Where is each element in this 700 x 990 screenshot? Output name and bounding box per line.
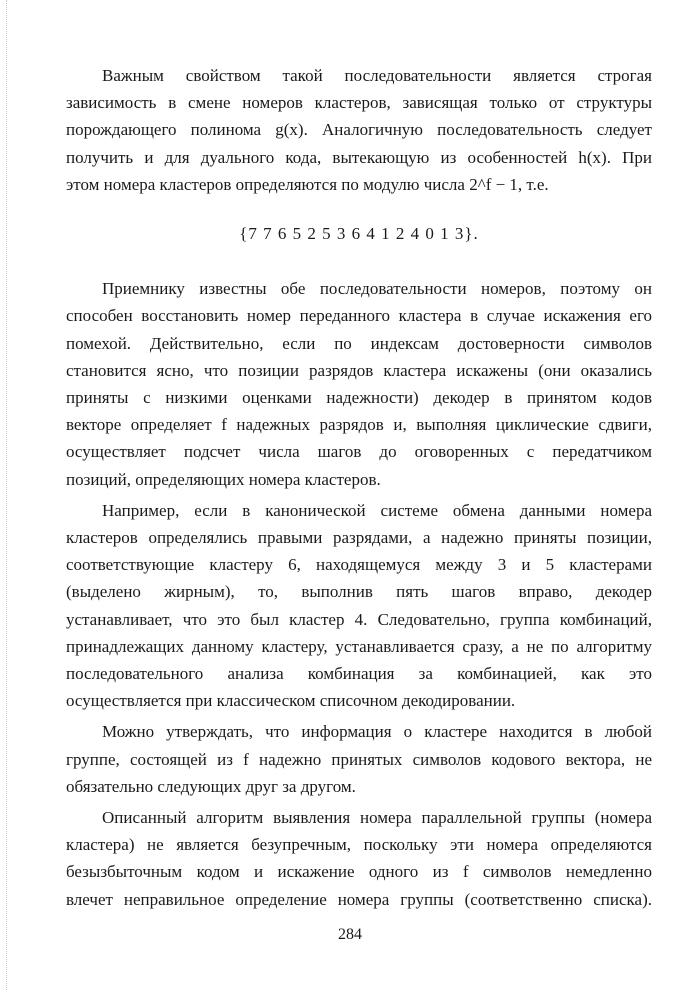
paragraph-2 xyxy=(66,275,652,493)
text-line: зависимость в смене номеров кластеров, зависящая только от структуры xyxy=(66,93,652,113)
text-line: осуществляется при классическом списочном декодировании. xyxy=(66,691,516,711)
text-line: обязательно следующих друг за другом. xyxy=(66,776,356,796)
text-line: этом номера кластеров определяются по модулю числа 2^f − 1, т.е. xyxy=(66,174,549,194)
page-number: 284 xyxy=(338,926,362,943)
text-line: Важным свойством такой последовательности является строгая xyxy=(102,66,652,85)
text-line: помехой. Действительно, если по индексам достоверности символов xyxy=(66,333,652,353)
text-line: кластера) не является безупречным, поскольку эти номера определяются xyxy=(66,835,652,855)
text-line: последовательного анализа комбинация за комбинацией, как это xyxy=(66,664,652,684)
text-line: векторе определяет f надежных разрядов и, выполняя циклические сдвиги, xyxy=(66,415,652,435)
text-line: устанавливает, что это был кластер 4. Следовательно, группа комбинаций, xyxy=(66,609,652,629)
text-line: принадлежащих данному кластеру, устанавливается сразу, а не по алгоритму xyxy=(66,636,652,656)
paragraph-4 xyxy=(66,718,652,800)
text-line: безызбыточным кодом и искажение одного из f символов немедленно xyxy=(66,862,652,882)
paragraph-3 xyxy=(66,497,652,715)
text-line: способен восстановить номер переданного кластера в случае искажения его xyxy=(66,306,652,326)
text-line: Можно утверждать, что информация о кластере находится в любой xyxy=(102,722,652,742)
text-line: кластеров определялись правыми разрядами, а надежно приняты позиции, xyxy=(66,528,652,548)
text-line: Например, если в канонической системе обмена данными номера xyxy=(102,500,652,520)
text-line: позиций, определяющих номера кластеров. xyxy=(66,469,381,489)
text-line: осуществляет подсчет числа шагов до оговоренных с передатчиком xyxy=(66,442,652,462)
paragraph-5 xyxy=(66,804,652,913)
text-line: получить и для дуального кода, вытекающую из особенностей h(x). При xyxy=(66,147,652,167)
page-edge xyxy=(6,0,7,990)
text-line: (выделено жирным), то, выполнив пять шагов вправо, декодер xyxy=(66,582,652,602)
document-body xyxy=(66,62,652,913)
text-line: влечет неправильное определение номера группы (соответственно списка). xyxy=(66,889,652,909)
paragraph-1 xyxy=(66,62,652,198)
text-line: порождающего полинома g(x). Аналогичную последовательность следует xyxy=(66,120,652,140)
text-line: Приемнику известны обе последовательности номеров, поэтому он xyxy=(102,279,652,299)
text-line: становится ясно, что позиции разрядов кластера искажены (они оказались xyxy=(66,360,652,380)
cluster-sequence-formula: {7 7 6 5 2 5 3 6 4 1 2 4 0 1 3}. xyxy=(239,224,479,244)
text-line: группе, состоящей из f надежно принятых символов кодового вектора, не xyxy=(66,749,652,769)
text-line: соответствующие кластеру 6, находящемуся между 3 и 5 кластерами xyxy=(66,555,652,575)
text-line: Описанный алгоритм выявления номера параллельной группы (номера xyxy=(102,808,652,828)
text-line: приняты с низкими оценками надежности) декодер в принятом кодов xyxy=(66,388,652,408)
